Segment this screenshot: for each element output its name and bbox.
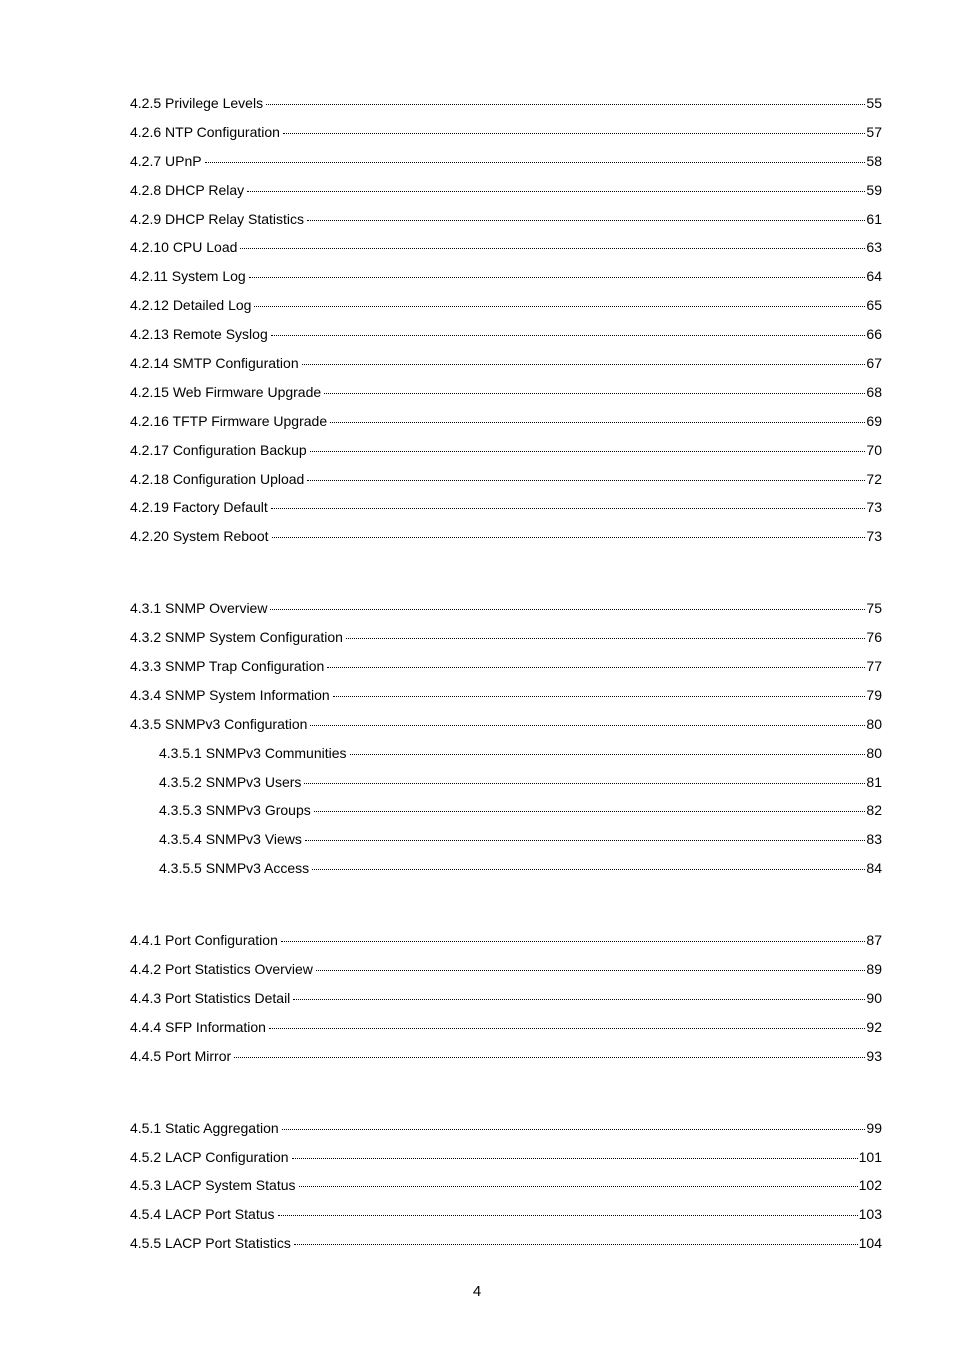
- toc-entry-title: 4.2.12 Detailed Log: [130, 297, 252, 314]
- toc-entry[interactable]: [130, 1147, 882, 1176]
- toc-entry-page: 79: [866, 686, 882, 703]
- toc-dot-leader: [299, 1185, 858, 1187]
- toc-dot-leader: [266, 103, 865, 105]
- toc-entry-page: 67: [866, 355, 882, 372]
- toc-entry-title: 4.4.5 Port Mirror: [130, 1047, 232, 1064]
- toc-entry[interactable]: [130, 353, 882, 382]
- toc-dot-leader: [310, 450, 866, 452]
- toc-dot-leader: [310, 724, 865, 726]
- toc-entry-page: 84: [866, 860, 882, 877]
- toc-dot-leader: [307, 219, 865, 221]
- toc-entry[interactable]: [130, 237, 882, 266]
- toc-group: [130, 1118, 882, 1262]
- toc-group: [130, 93, 882, 555]
- toc-entry-title: 4.3.5.2 SNMPv3 Users: [159, 773, 302, 790]
- toc-entry-title: 4.2.9 DHCP Relay Statistics: [130, 210, 305, 227]
- toc-entry-title: 4.3.2 SNMP System Configuration: [130, 629, 343, 646]
- toc-entry[interactable]: [130, 743, 882, 772]
- toc-entry-page: 76: [866, 629, 882, 646]
- toc-dot-leader: [314, 810, 866, 812]
- toc-entry[interactable]: [130, 497, 882, 526]
- toc-entry-title: 4.3.5.3 SNMPv3 Groups: [159, 802, 311, 819]
- toc-entry[interactable]: [130, 469, 882, 498]
- toc-entry-page: 83: [866, 831, 882, 848]
- toc-entry-title: 4.2.15 Web Firmware Upgrade: [130, 383, 322, 400]
- toc-entry-page: 70: [866, 441, 882, 458]
- toc-entry[interactable]: [130, 772, 882, 801]
- toc-dot-leader: [270, 608, 865, 610]
- toc-entry-page: 68: [866, 383, 882, 400]
- toc-dot-leader: [304, 782, 865, 784]
- toc-entry[interactable]: [130, 685, 882, 714]
- toc-entry-title: 4.3.5 SNMPv3 Configuration: [130, 715, 308, 732]
- toc-dot-leader: [294, 1243, 858, 1245]
- toc-entry-title: 4.5.3 LACP System Status: [130, 1177, 296, 1194]
- toc-dot-leader: [316, 969, 866, 971]
- toc-entry-title: 4.3.1 SNMP Overview: [130, 600, 268, 617]
- toc-entry-title: 4.2.19 Factory Default: [130, 499, 268, 516]
- toc-entry[interactable]: [130, 829, 882, 858]
- toc-entry[interactable]: [130, 122, 882, 151]
- toc-entry-page: 87: [866, 932, 882, 949]
- toc-entry-page: 89: [866, 961, 882, 978]
- toc-entry-page: 69: [866, 412, 882, 429]
- toc-entry[interactable]: [130, 1118, 882, 1147]
- toc-dot-leader: [234, 1056, 865, 1058]
- toc-entry-page: 58: [866, 152, 882, 169]
- toc-dot-leader: [333, 695, 866, 697]
- toc-entry-title: 4.3.5.5 SNMPv3 Access: [159, 860, 310, 877]
- toc-entry-title: 4.2.18 Configuration Upload: [130, 470, 305, 487]
- toc-dot-leader: [269, 1027, 865, 1029]
- toc-dot-leader: [350, 753, 866, 755]
- toc-entry[interactable]: [130, 93, 882, 122]
- toc-dot-leader: [205, 161, 866, 163]
- toc-dot-leader: [307, 479, 865, 481]
- toc-group: [130, 598, 882, 887]
- toc-entry-page: 93: [866, 1047, 882, 1064]
- toc-entry-title: 4.2.7 UPnP: [130, 152, 202, 169]
- toc-entry-page: 103: [858, 1206, 882, 1223]
- table-of-contents: [130, 93, 882, 1262]
- toc-dot-leader: [254, 305, 865, 307]
- toc-entry-page: 82: [866, 802, 882, 819]
- toc-entry-page: 73: [866, 499, 882, 516]
- toc-entry[interactable]: [130, 526, 882, 555]
- toc-dot-leader: [278, 1214, 858, 1216]
- toc-entry-page: 72: [866, 470, 882, 487]
- toc-entry[interactable]: [130, 627, 882, 656]
- toc-entry-title: 4.2.8 DHCP Relay: [130, 181, 245, 198]
- toc-dot-leader: [346, 637, 865, 639]
- toc-entry-page: 66: [866, 326, 882, 343]
- toc-dot-leader: [240, 247, 865, 249]
- toc-entry[interactable]: [130, 598, 882, 627]
- toc-entry[interactable]: [130, 151, 882, 180]
- toc-dot-leader: [271, 507, 866, 509]
- toc-entry-page: 57: [866, 123, 882, 140]
- toc-entry-page: 75: [866, 600, 882, 617]
- toc-entry[interactable]: [130, 959, 882, 988]
- toc-entry-page: 61: [866, 210, 882, 227]
- toc-entry-page: 55: [866, 95, 882, 111]
- toc-dot-leader: [302, 363, 866, 365]
- toc-entry-page: 81: [866, 773, 882, 790]
- toc-entry[interactable]: [130, 411, 882, 440]
- toc-entry-title: 4.4.1 Port Configuration: [130, 932, 278, 949]
- toc-entry[interactable]: [130, 858, 882, 887]
- toc-dot-leader: [281, 940, 866, 942]
- toc-entry[interactable]: [130, 1233, 882, 1262]
- toc-entry-title: 4.3.4 SNMP System Information: [130, 686, 330, 703]
- toc-entry-title: 4.2.14 SMTP Configuration: [130, 355, 299, 372]
- toc-entry-page: 65: [866, 297, 882, 314]
- toc-entry-title: 4.2.17 Configuration Backup: [130, 441, 307, 458]
- toc-entry-title: 4.2.6 NTP Configuration: [130, 123, 280, 140]
- toc-dot-leader: [330, 421, 865, 423]
- toc-entry[interactable]: [130, 1204, 882, 1233]
- toc-entry[interactable]: [130, 209, 882, 238]
- toc-entry-page: 104: [858, 1235, 882, 1252]
- toc-entry[interactable]: [130, 714, 882, 743]
- toc-entry[interactable]: [130, 382, 882, 411]
- toc-entry-title: 4.3.5.4 SNMPv3 Views: [159, 831, 302, 848]
- toc-entry[interactable]: [130, 988, 882, 1017]
- toc-dot-leader: [324, 392, 865, 394]
- toc-entry[interactable]: [130, 1017, 882, 1046]
- toc-entry-page: 59: [866, 181, 882, 198]
- toc-dot-leader: [283, 132, 865, 134]
- toc-dot-leader: [312, 868, 865, 870]
- toc-entry-page: 73: [866, 528, 882, 545]
- toc-entry-page: 101: [858, 1148, 882, 1165]
- toc-entry[interactable]: [130, 1175, 882, 1204]
- toc-entry-title: 4.2.5 Privilege Levels: [130, 95, 264, 111]
- toc-entry-page: 99: [866, 1119, 882, 1136]
- toc-entry[interactable]: [130, 656, 882, 685]
- toc-entry-page: 64: [866, 268, 882, 285]
- toc-entry[interactable]: [130, 180, 882, 209]
- toc-entry[interactable]: [130, 324, 882, 353]
- toc-dot-leader: [282, 1128, 866, 1130]
- toc-entry-title: 4.2.16 TFTP Firmware Upgrade: [130, 412, 328, 429]
- toc-dot-leader: [293, 998, 865, 1000]
- toc-entry-title: 4.4.3 Port Statistics Detail: [130, 989, 291, 1006]
- toc-entry[interactable]: [130, 930, 882, 959]
- toc-entry-title: 4.2.11 System Log: [130, 268, 246, 285]
- toc-entry-title: 4.2.13 Remote Syslog: [130, 326, 268, 343]
- toc-dot-leader: [272, 536, 866, 538]
- toc-entry-title: 4.5.5 LACP Port Statistics: [130, 1235, 291, 1252]
- toc-dot-leader: [292, 1157, 858, 1159]
- toc-entry[interactable]: [130, 266, 882, 295]
- toc-entry[interactable]: [130, 800, 882, 829]
- toc-entry-title: 4.4.2 Port Statistics Overview: [130, 961, 313, 978]
- toc-entry-page: 92: [866, 1018, 882, 1035]
- toc-dot-leader: [305, 839, 866, 841]
- toc-dot-leader: [327, 666, 865, 668]
- toc-entry[interactable]: [130, 1046, 882, 1075]
- toc-dot-leader: [271, 334, 866, 336]
- toc-entry-title: 4.2.10 CPU Load: [130, 239, 238, 256]
- toc-entry-title: 4.3.5.1 SNMPv3 Communities: [159, 744, 347, 761]
- toc-entry-title: 4.5.1 Static Aggregation: [130, 1119, 279, 1136]
- toc-entry-title: 4.3.3 SNMP Trap Configuration: [130, 658, 325, 675]
- toc-entry-page: 80: [866, 715, 882, 732]
- toc-entry-title: 4.2.20 System Reboot: [130, 528, 269, 545]
- toc-group: [130, 930, 882, 1074]
- toc-entry-title: 4.5.2 LACP Configuration: [130, 1148, 289, 1165]
- page-number: 4: [472, 1283, 482, 1300]
- toc-dot-leader: [247, 190, 865, 192]
- toc-entry-page: 80: [866, 744, 882, 761]
- toc-entry[interactable]: [130, 295, 882, 324]
- toc-entry-title: 4.5.4 LACP Port Status: [130, 1206, 275, 1223]
- toc-entry-title: 4.4.4 SFP Information: [130, 1018, 266, 1035]
- toc-dot-leader: [249, 276, 866, 278]
- toc-entry-page: 102: [858, 1177, 882, 1194]
- toc-entry-page: 77: [866, 658, 882, 675]
- toc-entry-page: 63: [866, 239, 882, 256]
- toc-entry-page: 90: [866, 989, 882, 1006]
- toc-entry[interactable]: [130, 440, 882, 469]
